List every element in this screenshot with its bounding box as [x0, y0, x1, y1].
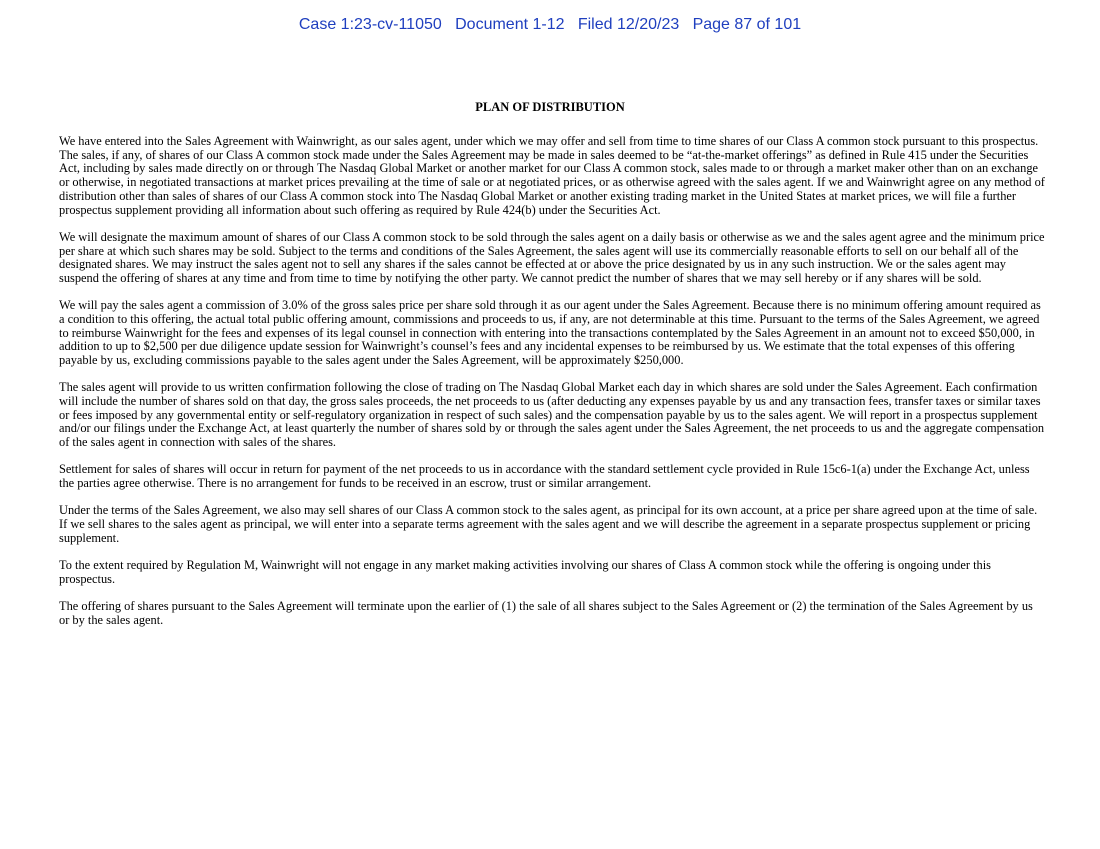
paragraph-principal-sales: Under the terms of the Sales Agreement, we also may sell shares of our Class A common stock to the sales agent, as principal for its own account, at a price per share agreed upon at the time of sale. If we sell shares to the sales agent as principal, we will enter into a separate terms agreement with the sales agent and we will describe the agreement in a separate prospectus supplement or pricing supplement.	[59, 503, 1038, 545]
paragraph-regulation-m: To the extent required by Regulation M, Wainwright will not engage in any market making activities involving our shares of Class A common stock while the offering is ongoing under this prospectus.	[59, 558, 991, 586]
paragraph-confirmation: The sales agent will provide to us written confirmation following the close of trading on The Nasdaq Global Market each day in which shares are sold under the Sales Agreement. Each confirmation will include the number of shares sold on that day, the gross sales proceeds, the net proceeds to us (after deducting any expenses payable by us and any transaction fees, transfer taxes or similar taxes or fees imposed by any governmental entity or self-regulatory organization in respect of such sales) and the compensation payable by us to the sales agent. We will report in a prospectus supplement and/or our filings under the Exchange Act, at least quarterly the number of shares sold by or through the sales agent under the Sales Agreement, the net proceeds to us and the aggregate compensation of the sales agent in connection with sales of the shares.	[59, 380, 1045, 450]
section-title: PLAN OF DISTRIBUTION	[475, 100, 625, 114]
case-header: Case 1:23-cv-11050 Document 1-12 Filed 12/20/23 Page 87 of 101	[298, 16, 802, 33]
paragraph-sales-agreement: We have entered into the Sales Agreement with Wainwright, as our sales agent, under which we may offer and sell from time to time shares of our Class A common stock pursuant to this prospectus. The sales, if any, of shares of our Class A common stock made under the Sales Agreement may be made in sales deemed to be “at-the-market offerings” as defined in Rule 415 under the Securities Act, including by sales made directly on or through The Nasdaq Global Market or another market for our Class A common stock, sales made to or through a market maker other than on an exchange or otherwise, in negotiated transactions at market prices prevailing at the time of sale or at negotiated prices, or as otherwise agreed with the sales agent. If we and Wainwright agree on any method of distribution other than sales of shares of our Class A common stock into The Nasdaq Global Market or another existing trading market in the United States at market prices, we will file a further prospectus supplement providing all information about such offering as required by Rule 424(b) under the Securities Act.	[59, 134, 1045, 217]
paragraph-settlement: Settlement for sales of shares will occur in return for payment of the net proceeds to us in accordance with the standard settlement cycle provided in Rule 15c6-1(a) under the Exchange Act, unless the parties agree otherwise. There is no arrangement for funds to be received in an escrow, trust or similar arrangement.	[59, 462, 1030, 491]
paragraph-commission: We will pay the sales agent a commission of 3.0% of the gross sales price per share sold through it as our agent under the Sales Agreement. Because there is no minimum offering amount required as a condition to this offering, the actual total public offering amount, commissions and proceeds to us, if any, are not determinable at this time. Pursuant to the terms of the Sales Agreement, we agreed to reimburse Wainwright for the fees and expenses of its legal counsel in connection with entering into the transactions contemplated by the Sales Agreement in an amount not to exceed $50,000, in addition to up to $2,500 per due diligence update session for Wainwright’s counsel’s fees and any incidental expenses to be reimbursed by us. We estimate that the total expenses of this offering payable by us, excluding commissions payable to the sales agent under the Sales Agreement, will be approximately $250,000.	[59, 298, 1041, 368]
paragraph-designation: We will designate the maximum amount of shares of our Class A common stock to be sold through the sales agent on a daily basis or otherwise as we and the sales agent agree and the minimum price per share at which such shares may be sold. Subject to the terms and conditions of the Sales Agreement, the sales agent will use its commercially reasonable efforts to sell on our behalf all of the designated shares. We may instruct the sales agent not to sell any shares if the sales cannot be effected at or above the price designated by us in any such instruction. We or the sales agent may suspend the offering of shares at any time and from time to time by notifying the other party. We cannot predict the number of shares that we may sell hereby or if any shares will be sold.	[59, 229, 1045, 285]
body-text	[59, 135, 1045, 641]
paragraph-termination: The offering of shares pursuant to the Sales Agreement will terminate upon the earlier of (1) the sale of all shares subject to the Sales Agreement or (2) the termination of the Sales Agreement by us or by the sales agent.	[59, 599, 1033, 627]
